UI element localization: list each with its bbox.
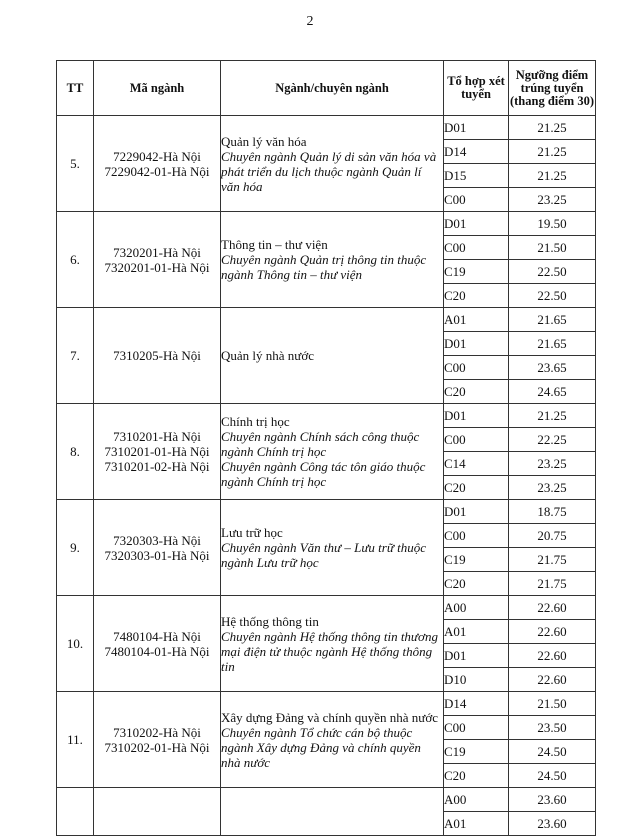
threshold-score: 22.60 (509, 668, 596, 692)
threshold-score: 18.75 (509, 500, 596, 524)
combo-code: C20 (444, 380, 509, 404)
major-cell (221, 788, 444, 836)
table-row (57, 404, 596, 428)
major-title: Quản lý nhà nước (221, 348, 314, 363)
admission-score-table (56, 60, 596, 836)
major-cell (221, 212, 444, 308)
combo-code: D01 (444, 500, 509, 524)
threshold-score: 21.25 (509, 140, 596, 164)
threshold-score: 23.60 (509, 812, 596, 836)
combo-code: C20 (444, 284, 509, 308)
header-to-hop: Tổ hợp xét tuyển (444, 61, 509, 116)
major-cell (221, 500, 444, 596)
threshold-score: 23.60 (509, 788, 596, 812)
combo-code: A01 (444, 308, 509, 332)
major-code: 7310201-02-Hà Nội (104, 459, 210, 474)
table-header-row (57, 61, 596, 116)
table-row (57, 788, 596, 812)
header-ma-nganh: Mã ngành (94, 61, 221, 116)
threshold-score: 21.50 (509, 236, 596, 260)
major-codes-cell (94, 596, 221, 692)
combo-code: C20 (444, 572, 509, 596)
threshold-score: 21.75 (509, 548, 596, 572)
combo-code: A00 (444, 788, 509, 812)
threshold-score: 21.50 (509, 692, 596, 716)
combo-code: C20 (444, 476, 509, 500)
specialization: Chuyên ngành Văn thư – Lưu trữ thuộc ngành Lưu trữ học (221, 540, 427, 570)
major-codes-cell (94, 212, 221, 308)
threshold-score: 21.25 (509, 164, 596, 188)
table-body (57, 116, 596, 836)
table-row (57, 116, 596, 140)
threshold-score: 21.65 (509, 308, 596, 332)
major-title: Xây dựng Đảng và chính quyền nhà nước (221, 709, 438, 725)
combo-code: C14 (444, 452, 509, 476)
combo-code: C00 (444, 356, 509, 380)
threshold-score: 23.65 (509, 356, 596, 380)
threshold-score: 19.50 (509, 212, 596, 236)
page-number: 2 (306, 14, 314, 29)
major-code: 7229042-01-Hà Nội (104, 163, 210, 179)
major-cell (221, 116, 444, 212)
threshold-score: 24.50 (509, 764, 596, 788)
threshold-score: 22.60 (509, 620, 596, 644)
header-tt: TT (57, 61, 94, 116)
table-row (57, 692, 596, 716)
major-code: 7480104-01-Hà Nội (104, 643, 210, 659)
specialization: Chuyên ngành Tổ chức cán bộ thuộc ngành Xây dựng Đảng và chính quyền nhà nước (221, 724, 421, 770)
combo-code: D01 (444, 332, 509, 356)
combo-code: D14 (444, 140, 509, 164)
table-row (57, 596, 596, 620)
major-cell (221, 308, 444, 404)
major-title: Quản lý văn hóa (221, 133, 307, 149)
threshold-score: 21.75 (509, 572, 596, 596)
major-code: 7310202-Hà Nội (113, 724, 201, 740)
combo-code: C00 (444, 524, 509, 548)
combo-code: A01 (444, 620, 509, 644)
major-code: 7310205-Hà Nội (113, 348, 201, 363)
threshold-score: 21.25 (509, 404, 596, 428)
threshold-score: 22.50 (509, 284, 596, 308)
combo-code: C00 (444, 428, 509, 452)
table-row (57, 212, 596, 236)
row-number (57, 788, 94, 836)
combo-code: D01 (444, 116, 509, 140)
table-row (57, 500, 596, 524)
major-codes-cell (94, 500, 221, 596)
combo-code: C00 (444, 236, 509, 260)
major-code: 7310202-01-Hà Nội (104, 739, 210, 755)
row-number: 9. (57, 500, 94, 596)
specialization: Chuyên ngành Công tác tôn giáo thuộc ngành Chính trị học (221, 459, 426, 489)
combo-code: C19 (444, 548, 509, 572)
combo-code: D01 (444, 212, 509, 236)
threshold-score: 20.75 (509, 524, 596, 548)
major-title: Hệ thống thông tin (221, 613, 319, 629)
threshold-score: 21.25 (509, 116, 596, 140)
threshold-score: 24.65 (509, 380, 596, 404)
threshold-score: 23.25 (509, 188, 596, 212)
major-code: 7310201-01-Hà Nội (104, 444, 210, 459)
major-codes-cell (94, 308, 221, 404)
major-codes-cell (94, 404, 221, 500)
threshold-score: 22.50 (509, 260, 596, 284)
row-number: 8. (57, 404, 94, 500)
threshold-score: 23.25 (509, 452, 596, 476)
combo-code: A00 (444, 596, 509, 620)
threshold-score: 22.60 (509, 644, 596, 668)
threshold-score: 23.25 (509, 476, 596, 500)
major-code: 7320201-Hà Nội (113, 244, 201, 260)
major-title: Thông tin – thư viện (221, 237, 328, 252)
table-row (57, 308, 596, 332)
threshold-score: 21.65 (509, 332, 596, 356)
major-code: 7320303-Hà Nội (113, 532, 201, 548)
major-code: 7480104-Hà Nội (113, 628, 201, 644)
combo-code: D14 (444, 692, 509, 716)
combo-code: C19 (444, 740, 509, 764)
combo-code: D10 (444, 668, 509, 692)
row-number: 11. (57, 692, 94, 788)
row-number: 7. (57, 308, 94, 404)
threshold-score: 24.50 (509, 740, 596, 764)
specialization: Chuyên ngành Quản lý di sản văn hóa và phát triển du lịch thuộc ngành Quản lí văn hóa (221, 148, 437, 194)
specialization: Chuyên ngành Quản trị thông tin thuộc ngành Thông tin – thư viện (221, 252, 427, 282)
threshold-score: 22.25 (509, 428, 596, 452)
combo-code: C00 (444, 188, 509, 212)
major-code: 7320201-01-Hà Nội (104, 259, 210, 275)
header-nguong-diem: Ngưỡng điểm trúng tuyển (thang điểm 30) (509, 61, 596, 116)
threshold-score: 23.50 (509, 716, 596, 740)
combo-code: C20 (444, 764, 509, 788)
combo-code: D01 (444, 404, 509, 428)
header-nganh: Ngành/chuyên ngành (221, 61, 444, 116)
major-cell (221, 404, 444, 500)
specialization: Chuyên ngành Chính sách công thuộc ngành Chính trị học (221, 429, 420, 459)
row-number: 5. (57, 116, 94, 212)
major-code: 7320303-01-Hà Nội (104, 547, 210, 563)
row-number: 10. (57, 596, 94, 692)
major-codes-cell (94, 692, 221, 788)
row-number: 6. (57, 212, 94, 308)
threshold-score: 22.60 (509, 596, 596, 620)
major-cell (221, 596, 444, 692)
major-codes-cell (94, 788, 221, 836)
combo-code: D15 (444, 164, 509, 188)
major-cell (221, 692, 444, 788)
combo-code: A01 (444, 812, 509, 836)
major-title: Chính trị học (221, 414, 290, 429)
major-codes-cell (94, 116, 221, 212)
major-code: 7310201-Hà Nội (113, 429, 201, 444)
major-code: 7229042-Hà Nội (113, 148, 201, 164)
combo-code: C00 (444, 716, 509, 740)
combo-code: D01 (444, 644, 509, 668)
major-title: Lưu trữ học (221, 525, 283, 540)
combo-code: C19 (444, 260, 509, 284)
specialization: Chuyên ngành Hệ thống thông tin thương mại điện tử thuộc ngành Hệ thống thông tin (221, 628, 438, 674)
